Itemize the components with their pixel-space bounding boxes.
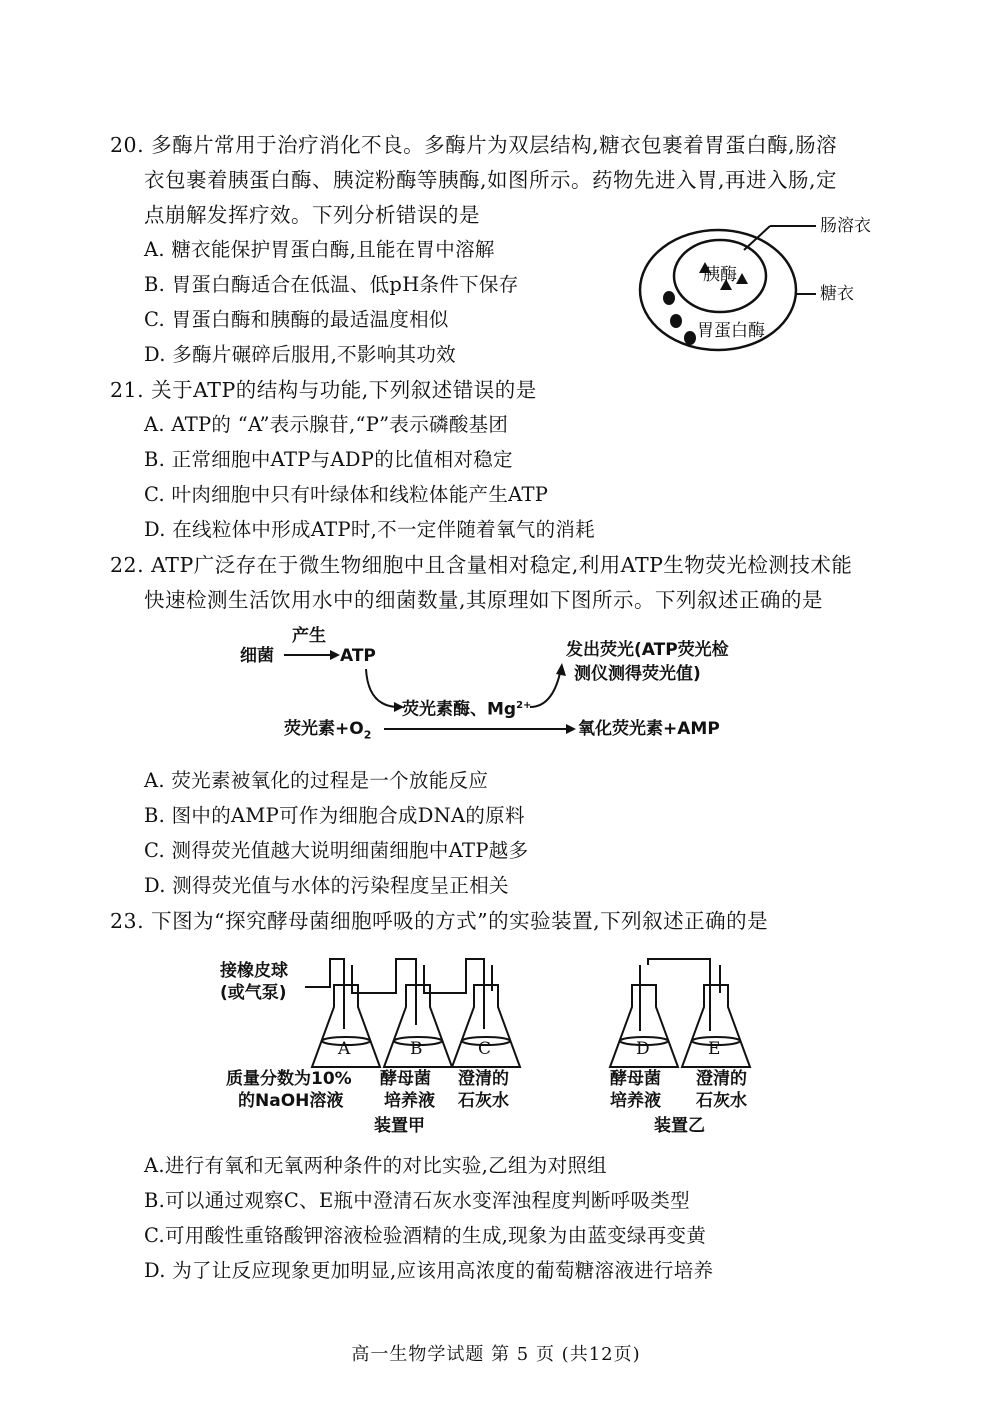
arrowhead <box>556 663 566 676</box>
q20-option-d: D. 多酶片碾碎后服用,不影响其功效 <box>144 343 456 366</box>
pepsin-label: 胃蛋白酶 <box>697 321 765 341</box>
q23-option-a: A.进行有氧和无氧两种条件的对比实验,乙组为对照组 <box>144 1154 607 1177</box>
atp-label: ATP <box>340 646 376 666</box>
naoh-label-1: 质量分数为10% <box>226 1069 352 1089</box>
q21-option-b: B. 正常细胞中ATP与ADP的比值相对稳定 <box>144 448 513 471</box>
bacteria-label: 细菌 <box>240 646 274 666</box>
q20-stem-line-2: 衣包裹着胰蛋白酶、胰淀粉酶等胰酶,如图所示。药物先进入胃,再进入肠,定 <box>144 168 838 192</box>
q22-option-b: B. 图中的AMP可作为细胞合成DNA的原料 <box>144 804 525 827</box>
sugar-coat-label: 糖衣 <box>820 284 854 304</box>
emit-curve <box>530 673 560 707</box>
emit-label-2: 测仪测得荧光值) <box>574 664 701 684</box>
q21-option-c: C. 叶肉细胞中只有叶绿体和线粒体能产生ATP <box>144 483 549 506</box>
leader-line <box>744 226 770 250</box>
lime-label-e-2: 石灰水 <box>696 1091 747 1111</box>
q20-option-a: A. 糖衣能保护胃蛋白酶,且能在胃中溶解 <box>144 238 495 261</box>
flask-letter-d: D <box>636 1039 650 1059</box>
atp-curve <box>366 669 396 707</box>
pepsin-dot <box>663 291 675 305</box>
q23-option-d: D. 为了让反应现象更加明显,应该用高浓度的葡萄糖溶液进行培养 <box>144 1259 714 1282</box>
lime-label-e-1: 澄清的 <box>696 1069 747 1089</box>
enzyme-triangle <box>736 273 748 284</box>
q22-atp-diagram <box>230 625 790 750</box>
flask-letter-e: E <box>708 1039 721 1059</box>
q20-tablet-figure <box>630 200 900 360</box>
q20-option-b: B. 胃蛋白酶适合在低温、低pH条件下保存 <box>144 273 519 296</box>
arrowhead <box>330 650 340 660</box>
naoh-label-2: 的NaOH溶液 <box>238 1091 344 1111</box>
arrowhead <box>566 724 576 734</box>
pump-label-2: (或气泵) <box>220 983 287 1003</box>
q22-option-a: A. 荧光素被氧化的过程是一个放能反应 <box>144 769 489 792</box>
q23-apparatus-figure <box>220 945 780 1140</box>
q21-option-d: D. 在线粒体中形成ATP时,不一定伴随着氧气的消耗 <box>144 518 595 541</box>
enzyme-label: 荧光素酶、$Mg^{2+}$ <box>402 699 532 720</box>
device-a-label: 装置甲 <box>374 1116 425 1136</box>
yeast-label-d-1: 酵母菌 <box>610 1069 661 1089</box>
pepsin-dot <box>670 314 682 328</box>
q22-option-c: C. 测得荧光值越大说明细菌细胞中ATP越多 <box>144 839 529 862</box>
q20-stem-line-3: 点崩解发挥疗效。下列分析错误的是 <box>144 203 480 227</box>
q20-option-c: C. 胃蛋白酶和胰酶的最适温度相似 <box>144 308 449 331</box>
device-b-label: 装置乙 <box>654 1116 705 1136</box>
pancreatin-label: 胰酶 <box>703 265 737 285</box>
product-label: 氧化荧光素+AMP <box>578 719 720 739</box>
lime-label-2: 石灰水 <box>458 1091 509 1111</box>
q21-stem: 21. 关于ATP的结构与功能,下列叙述错误的是 <box>110 378 537 402</box>
flask-letter-b: B <box>410 1039 423 1059</box>
flask-letter-a: A <box>338 1039 351 1059</box>
q21-option-a: A. ATP的 “A”表示腺苷,“P”表示磷酸基团 <box>144 413 509 436</box>
yeast-label-1: 酵母菌 <box>380 1069 431 1089</box>
q22-stem-line-1: 22. ATP广泛存在于微生物细胞中且含量相对稳定,利用ATP生物荧光检测技术能 <box>110 553 853 577</box>
q20-stem-line-1: 20. 多酶片常用于治疗消化不良。多酶片为双层结构,糖衣包裹着胃蛋白酶,肠溶 <box>110 133 838 157</box>
luciferin-label: 荧光素$+O_2$ <box>284 719 372 742</box>
enteric-coat-label: 肠溶衣 <box>820 216 871 236</box>
q22-option-d: D. 测得荧光值与水体的污染程度呈正相关 <box>144 874 509 897</box>
page-footer: 高一生物学试题 第 5 页 (共12页) <box>351 1344 641 1365</box>
yeast-label-d-2: 培养液 <box>610 1091 661 1111</box>
q22-stem-line-2: 快速检测生活饮用水中的细菌数量,其原理如下图所示。下列叙述正确的是 <box>144 588 824 612</box>
emit-label-1: 发出荧光(ATP荧光检 <box>566 640 729 660</box>
produce-label: 产生 <box>292 626 326 646</box>
q23-stem: 23. 下图为“探究酵母菌细胞呼吸的方式”的实验装置,下列叙述正确的是 <box>110 909 769 933</box>
q23-option-c: C.可用酸性重铬酸钾溶液检验酒精的生成,现象为由蓝变绿再变黄 <box>144 1224 707 1247</box>
q23-option-b: B.可以通过观察C、E瓶中澄清石灰水变浑浊程度判断呼吸类型 <box>144 1189 690 1212</box>
flask-letter-c: C <box>478 1039 492 1059</box>
tube-d-e <box>648 959 710 1031</box>
lime-label-1: 澄清的 <box>458 1069 509 1089</box>
pepsin-dot <box>684 331 696 345</box>
yeast-label-2: 培养液 <box>384 1091 435 1111</box>
inlet-tube <box>305 959 344 987</box>
pump-label-1: 接橡皮球 <box>220 961 288 981</box>
